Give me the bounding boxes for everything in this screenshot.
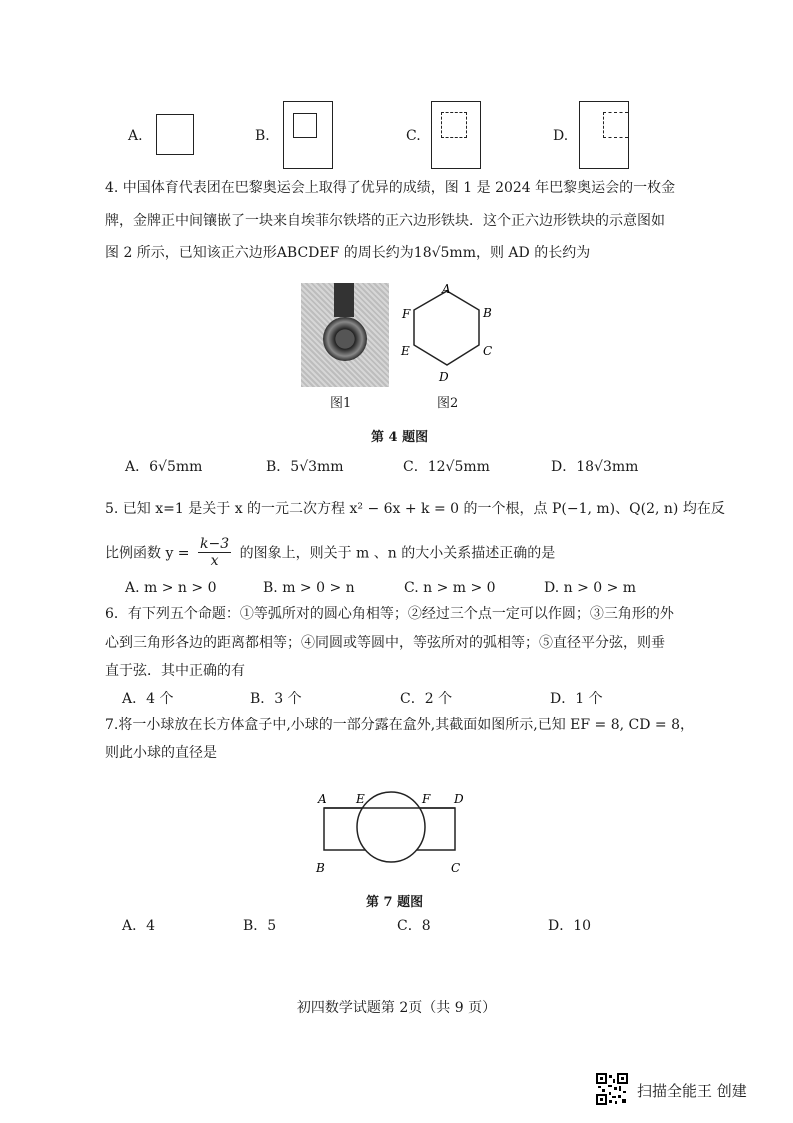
q5-line1: 5. 已知 x=1 是关于 x 的一元二次方程 x² − 6x + k = 0 的一个根，点 P(−1, m)、Q(2, n) 均在反 <box>105 501 725 517</box>
q4-option-a: A．6√5mm <box>125 459 203 475</box>
q4-option-b: B．5√3mm <box>266 459 344 475</box>
figure-inner-square <box>293 113 317 138</box>
q5-line2 <box>105 536 555 569</box>
q6-line2: 心到三角形各边的距离都相等；④同圆或等圆中，等弦所对的弧相等；⑤直径平分弦，则垂 <box>105 635 665 651</box>
page-footer: 初四数学试题第 2页（共 9 页） <box>296 1000 497 1016</box>
q7-option-d: D．10 <box>548 918 592 934</box>
label-e: E <box>356 792 365 806</box>
hex-label-e: E <box>401 344 410 358</box>
q7-option-b: B．5 <box>243 918 277 934</box>
figure-dashed-square <box>603 112 628 138</box>
figure-square <box>156 114 194 155</box>
q5-option-d: D. n > 0 > m <box>544 580 637 596</box>
fraction-numerator: k−3 <box>200 536 230 552</box>
label-b: B <box>316 861 325 875</box>
q6-option-c: C．2 个 <box>400 691 453 707</box>
q4-line1: 4. 中国体育代表团在巴黎奥运会上取得了优异的成绩，图 1 是 2024 年巴黎奥运会的一枚金 <box>105 180 676 196</box>
option-letter: C. <box>406 128 421 144</box>
q4-line2: 牌，金牌正中间镶嵌了一块来自埃菲尔铁塔的正六边形铁块．这个正六边形铁块的示意图如 <box>105 213 665 229</box>
q7-caption: 第 7 题图 <box>366 895 424 910</box>
q4-line3: 图 2 所示，已知该正六边形ABCDEF 的周长约为18√5mm，则 AD 的长约为 <box>105 245 591 261</box>
medal-photo <box>301 283 389 387</box>
hex-label-c: C <box>483 344 493 358</box>
q5-option-c: C. n > m > 0 <box>404 580 496 596</box>
label-f: F <box>422 792 431 806</box>
option-letter: B. <box>255 128 270 144</box>
hex-label-b: B <box>483 306 492 320</box>
label-a: A <box>318 792 327 806</box>
q6-line1: 6．有下列五个命题：①等弧所对的圆心角相等；②经过三个点一定可以作圆；③三角形的外 <box>105 606 674 622</box>
q7-option-a: A．4 <box>122 918 156 934</box>
hex-label-d: D <box>439 370 449 384</box>
q6-option-d: D．1 个 <box>550 691 603 707</box>
q5-option-b: B. m > 0 > n <box>263 580 355 596</box>
medal-ribbon <box>334 283 354 317</box>
label-d: D <box>454 792 464 806</box>
figure-dashed-square <box>441 112 467 138</box>
q4-caption: 第 4 题图 <box>371 430 429 445</box>
q5-option-a: A. m > n > 0 <box>125 580 217 596</box>
medal-disc <box>323 317 367 361</box>
option-letter: D. <box>553 128 569 144</box>
label-c: C <box>451 861 461 875</box>
q5-line2-end: 的图象上，则关于 m 、n 的大小关系描述正确的是 <box>239 545 556 562</box>
hex-label-a: A <box>442 283 451 296</box>
scanner-brand: 扫描全能王 创建 <box>637 1082 747 1100</box>
hex-label-f: F <box>402 307 411 321</box>
qr-code-icon <box>596 1073 628 1105</box>
option-letter: A. <box>128 128 143 144</box>
q6-option-b: B．3 个 <box>250 691 302 707</box>
fig1-label: 图1 <box>330 396 352 411</box>
q7-option-c: C．8 <box>397 918 431 934</box>
hexagon-diagram <box>395 283 505 393</box>
fraction <box>198 536 231 569</box>
box-ball-diagram <box>312 790 472 880</box>
q4-option-c: C．12√5mm <box>403 459 490 475</box>
q5-line2-start: 比例函数 y = <box>105 545 190 562</box>
q7-line1: 7.将一小球放在长方体盒子中,小球的一部分露在盒外,其截面如图所示,已知 EF = 8, CD = 8， <box>105 717 695 733</box>
q7-line2: 则此小球的直径是 <box>105 745 217 761</box>
fraction-denominator: x <box>210 553 219 569</box>
fig2-label: 图2 <box>437 396 459 411</box>
q4-option-d: D．18√3mm <box>551 459 639 475</box>
q6-line3: 直于弦．其中正确的有 <box>105 663 245 679</box>
q6-option-a: A．4 个 <box>122 691 174 707</box>
